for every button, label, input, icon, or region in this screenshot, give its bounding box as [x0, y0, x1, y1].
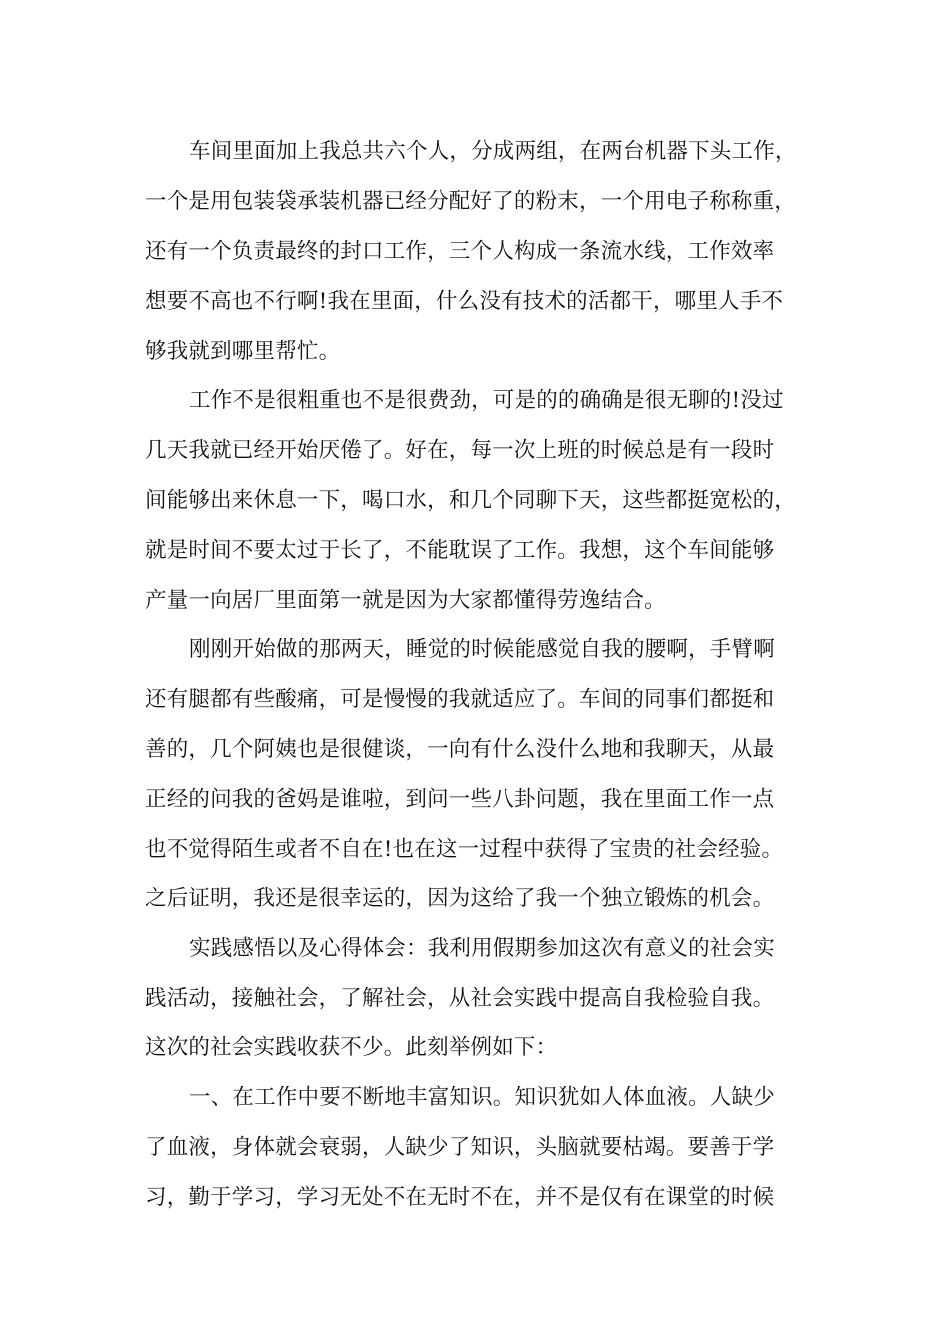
text-line: 践活动，接触社会，了解社会，从社会实践中提高自我检验自我。 [145, 986, 775, 1011]
text-line: 一、在工作中要不断地丰富知识。知识犹如人体血液。人缺少 [189, 1085, 775, 1110]
text-line: 善的，几个阿姨也是很健谈，一向有什么没什么地和我聊天，从最 [145, 737, 775, 762]
text-line: 刚刚开始做的那两天，睡觉的时候能感觉自我的腰啊，手臂啊 [189, 637, 775, 662]
text-line: 了血液，身体就会衰弱，人缺少了知识，头脑就要枯竭。要善于学 [145, 1135, 775, 1160]
text-line: 还有腿都有些酸痛，可是慢慢的我就适应了。车间的同事们都挺和 [145, 687, 775, 712]
text-line: 正经的问我的爸妈是谁啦，到问一些八卦问题，我在里面工作一点 [145, 787, 775, 812]
text-line: 也不觉得陌生或者不自在!也在这一过程中获得了宝贵的社会经验。 [145, 837, 784, 862]
text-line: 还有一个负责最终的封口工作，三个人构成一条流水线，工作效率 [145, 239, 775, 264]
text-line: 几天我就已经开始厌倦了。好在，每一次上班的时候总是有一段时 [145, 438, 775, 463]
text-line: 工作不是很粗重也不是很费劲，可是的的确确是很无聊的!没过 [189, 388, 784, 413]
text-line: 习，勤于学习，学习无处不在无时不在，并不是仅有在课堂的时候 [145, 1185, 775, 1210]
text-line: 间能够出来休息一下，喝口水，和几个同聊下天，这些都挺宽松的， [145, 488, 797, 513]
text-line: 就是时间不要太过于长了，不能耽误了工作。我想，这个车间能够 [145, 538, 775, 563]
text-line: 够我就到哪里帮忙。 [145, 339, 341, 364]
text-line: 之后证明，我还是很幸运的，因为这给了我一个独立锻炼的机会。 [145, 886, 775, 911]
text-line: 这次的社会实践收获不少。此刻举例如下： [145, 1035, 558, 1060]
text-line: 一个是用包装袋承装机器已经分配好了的粉末，一个用电子称称重， [145, 189, 797, 214]
text-line: 产量一向居厂里面第一就是因为大家都懂得劳逸结合。 [145, 588, 666, 613]
text-line: 想要不高也不行啊!我在里面，什么没有技术的活都干，哪里人手不 [145, 289, 784, 314]
text-line: 实践感悟以及心得体会：我利用假期参加这次有意义的社会实 [189, 936, 775, 961]
text-line: 车间里面加上我总共六个人，分成两组，在两台机器下头工作， [189, 139, 797, 164]
